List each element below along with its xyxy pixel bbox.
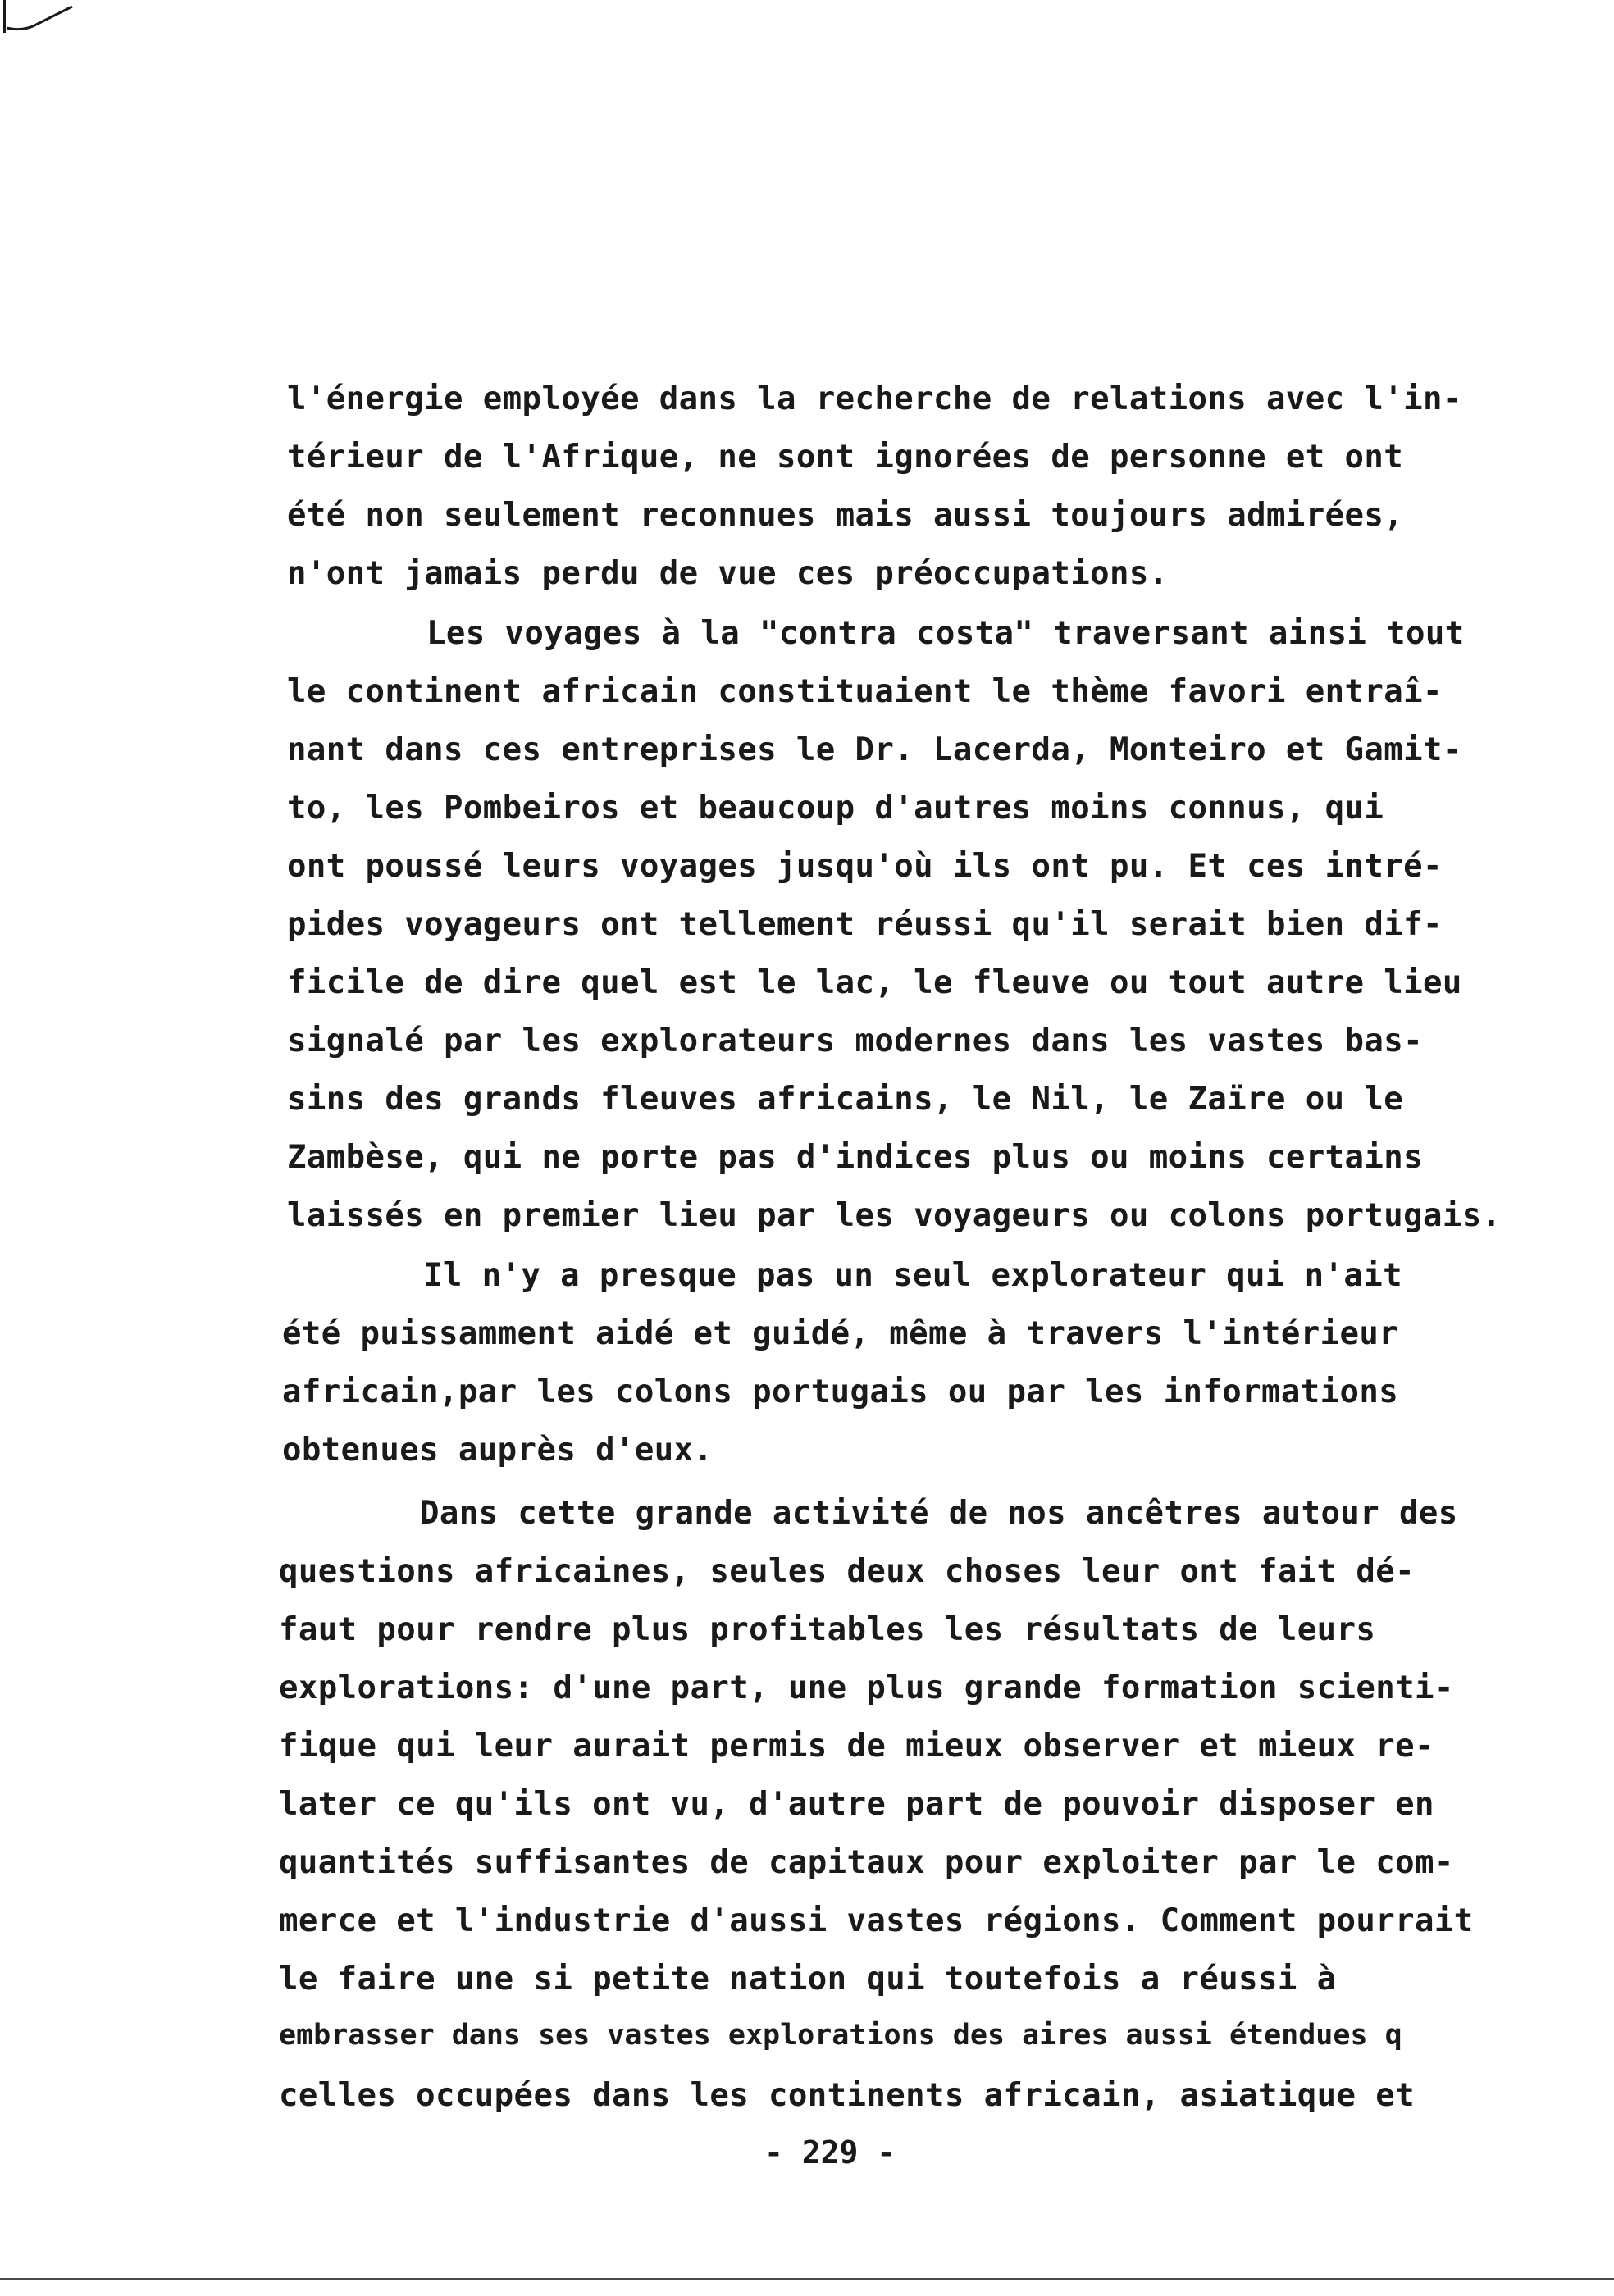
- text-line: merce et l'industrie d'aussi vastes régions. Comment pourrait: [279, 1902, 1474, 1939]
- text-line: l'énergie employée dans la recherche de relations avec l'in-: [287, 380, 1462, 417]
- text-line: quantités suffisantes de capitaux pour exploiter par le com-: [279, 1844, 1454, 1881]
- text-line: le faire une si petite nation qui toutefois a réussi à: [279, 1961, 1337, 1998]
- text-line: obtenues auprès d'eux.: [282, 1432, 714, 1469]
- text-line: faut pour rendre plus profitables les résultats de leurs: [279, 1611, 1376, 1648]
- text-line: été puissamment aidé et guidé, même à travers l'intérieur: [282, 1315, 1399, 1352]
- text-line: n'ont jamais perdu de vue ces préoccupations.: [287, 555, 1169, 592]
- text-line: fique qui leur aurait permis de mieux observer et mieux re-: [279, 1728, 1434, 1765]
- text-line: térieur de l'Afrique, ne sont ignorées de personne et ont: [287, 439, 1404, 476]
- text-line: le continent africain constituaient le thème favori entraî-: [287, 673, 1443, 710]
- text-line: pides voyageurs ont tellement réussi qu'il serait bien dif-: [287, 906, 1443, 943]
- text-line: signalé par les explorateurs modernes dans les vastes bas-: [287, 1023, 1424, 1059]
- text-line: Il n'y a presque pas un seul explorateur qui n'ait: [423, 1257, 1402, 1294]
- text-line: embrasser dans ses vastes explorations des aires aussi étendues q: [279, 2019, 1402, 2052]
- text-line: ont poussé leurs voyages jusqu'où ils ont pu. Et ces intré-: [287, 848, 1443, 885]
- text-line: later ce qu'ils ont vu, d'autre part de pouvoir disposer en: [279, 1786, 1434, 1823]
- text-line: Dans cette grande activité de nos ancêtres autour des: [420, 1495, 1458, 1532]
- text-line: ficile de dire quel est le lac, le fleuve ou tout autre lieu: [287, 964, 1462, 1001]
- text-line: explorations: d'une part, une plus grande formation scienti-: [279, 1670, 1454, 1706]
- corner-tick-mark: [5, 3, 79, 36]
- text-line: laissés en premier lieu par les voyageurs ou colons portugais.: [287, 1197, 1502, 1234]
- text-line: été non seulement reconnues mais aussi toujours admirées,: [287, 497, 1404, 534]
- text-line: Zambèse, qui ne porte pas d'indices plus ou moins certains: [287, 1139, 1424, 1176]
- text-line: to, les Pombeiros et beaucoup d'autres moins connus, qui: [287, 790, 1384, 827]
- text-line: Les voyages à la "contra costa" traversant ainsi tout: [426, 615, 1465, 652]
- text-line: sins des grands fleuves africains, le Nil, le Zaïre ou le: [287, 1081, 1404, 1118]
- text-line: celles occupées dans les continents africain, asiatique et: [279, 2077, 1416, 2114]
- scan-bottom-edge: [0, 2278, 1614, 2280]
- text-line: nant dans ces entreprises le Dr. Lacerda, Monteiro et Gamit-: [287, 731, 1462, 768]
- page-number: - 229 -: [764, 2134, 896, 2171]
- text-line: africain,par les colons portugais ou par les informations: [282, 1374, 1399, 1410]
- text-line: questions africaines, seules deux choses leur ont fait dé-: [279, 1553, 1416, 1590]
